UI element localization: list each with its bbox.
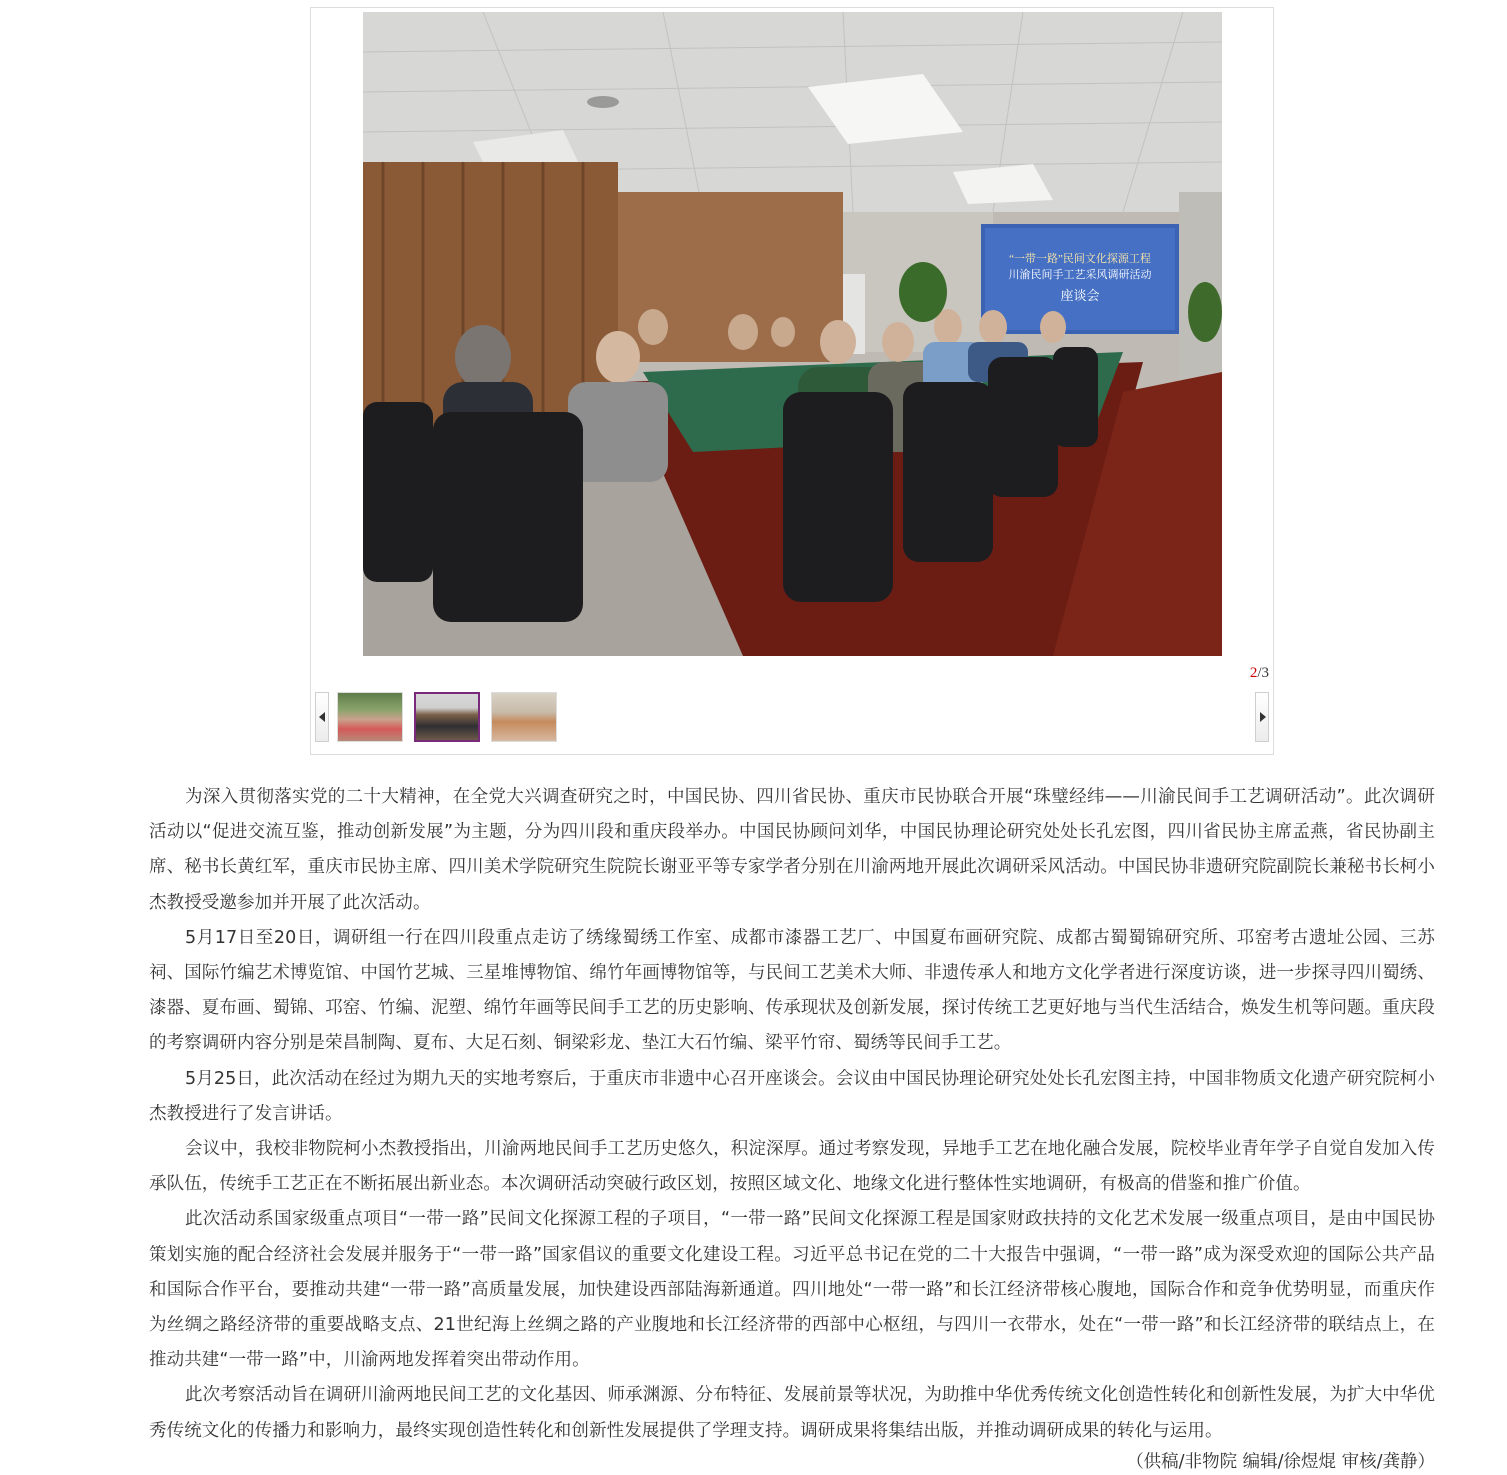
next-button[interactable]	[1255, 692, 1269, 742]
thumbnail-2[interactable]	[414, 692, 480, 742]
article-body	[149, 780, 1435, 1449]
thumbnail-strip	[315, 692, 1269, 744]
chevron-right-icon	[1260, 712, 1266, 722]
svg-text:“一带一路”民间文化探源工程: “一带一路”民间文化探源工程	[1009, 253, 1151, 265]
image-gallery	[310, 7, 1274, 755]
counter-total: /3	[1257, 665, 1269, 681]
thumbnail-3[interactable]	[491, 692, 557, 742]
article-paragraph: 此次考察活动旨在调研川渝两地民间工艺的文化基因、师承渊源、分布特征、发展前景等状况，为助推中华优秀传统文化创造性转化和创新性发展，为扩大中华优秀传统文化的传播力和影响力，最终实现创造性转化和创新性发展提供了学理支持。调研成果将集结出版，并推动调研成果的转化与运用。	[149, 1385, 1435, 1441]
article-paragraph: 5月25日，此次活动在经过为期九天的实地考察后，于重庆市非遗中心召开座谈会。会议由中国民协理论研究处处长孔宏图主持，中国非物质文化遗产研究院柯小杰教授进行了发言讲话。	[149, 1068, 1435, 1124]
article-paragraph: 5月17日至20日，调研组一行在四川段重点走访了绣缘蜀绣工作室、成都市漆器工艺厂、中国夏布画研究院、成都古蜀蜀锦研究所、邛窑考古遗址公园、三苏祠、国际竹编艺术博览馆、中国竹艺城、三星堆博物馆、绵竹年画博物馆等，与民间工艺美术大师、非遗传承人和地方文化学者进行深度访谈，进一步探寻四川蜀绣、漆器、夏布画、蜀锦、邛窑、竹编、泥塑、绵竹年画等民间手工艺的历史影响、传承现状及创新发展，探讨传统工艺更好地与当代生活结合，焕发生机等问题。重庆段的考察调研内容分别是荣昌制陶、夏布、大足石刻、铜梁彩龙、垫江大石竹编、梁平竹帘、蜀绣等民间手工艺。	[149, 927, 1435, 1054]
chevron-left-icon	[319, 712, 325, 722]
svg-text:座谈会: 座谈会	[1060, 288, 1100, 303]
article-credit: （供稿/非物院 编辑/徐煜焜 审核/龚静）	[1126, 1452, 1435, 1472]
prev-button[interactable]	[315, 692, 329, 742]
counter-current: 2	[1249, 665, 1258, 681]
image-counter	[1250, 665, 1269, 682]
main-photo	[363, 12, 1222, 656]
article-paragraph: 为深入贯彻落实党的二十大精神，在全党大兴调查研究之时，中国民协、四川省民协、重庆市民协联合开展“珠璧经纬——川渝民间手工艺调研活动”。此次调研活动以“促进交流互鉴，推动创新发展”为主题，分为四川段和重庆段举办。中国民协顾问刘华，中国民协理论研究处处长孔宏图，四川省民协主席孟燕，省民协副主席、秘书长黄红军，重庆市民协主席、四川美术学院研究生院院长谢亚平等专家学者分别在川渝两地开展此次调研采风活动。中国民协非遗研究院副院长兼秘书长柯小杰教授受邀参加并开展了此次活动。	[149, 787, 1435, 913]
thumbnail-1[interactable]	[337, 692, 403, 742]
svg-text:川渝民间手工艺采风调研活动: 川渝民间手工艺采风调研活动	[1008, 269, 1152, 281]
article-paragraph: 会议中，我校非物院柯小杰教授指出，川渝两地民间手工艺历史悠久，积淀深厚。通过考察发现，异地手工艺在地化融合发展，院校毕业青年学子自觉自发加入传承队伍，传统手工艺正在不断拓展出新业态。本次调研活动突破行政区划，按照区域文化、地缘文化进行整体性实地调研，有极高的借鉴和推广价值。	[149, 1139, 1435, 1195]
meeting-photo	[363, 12, 1222, 656]
article-paragraph: 此次活动系国家级重点项目“一带一路”民间文化探源工程的子项目，“一带一路”民间文化探源工程是国家财政扶持的文化艺术发展一级重点项目，是由中国民协策划实施的配合经济社会发展并服务于“一带一路”国家倡议的重要文化建设工程。习近平总书记在党的二十大报告中强调，“一带一路”成为深受欢迎的国际公共产品和国际合作平台，要推动共建“一带一路”高质量发展，加快建设西部陆海新通道。四川地处“一带一路”和长江经济带核心腹地，国际合作和竞争优势明显，而重庆作为丝绸之路经济带的重要战略支点、21世纪海上丝绸之路的产业腹地和长江经济带的西部中心枢纽，与四川一衣带水，处在“一带一路”和长江经济带的联结点上，在推动共建“一带一路”中，川渝两地发挥着突出带动作用。	[149, 1209, 1435, 1371]
